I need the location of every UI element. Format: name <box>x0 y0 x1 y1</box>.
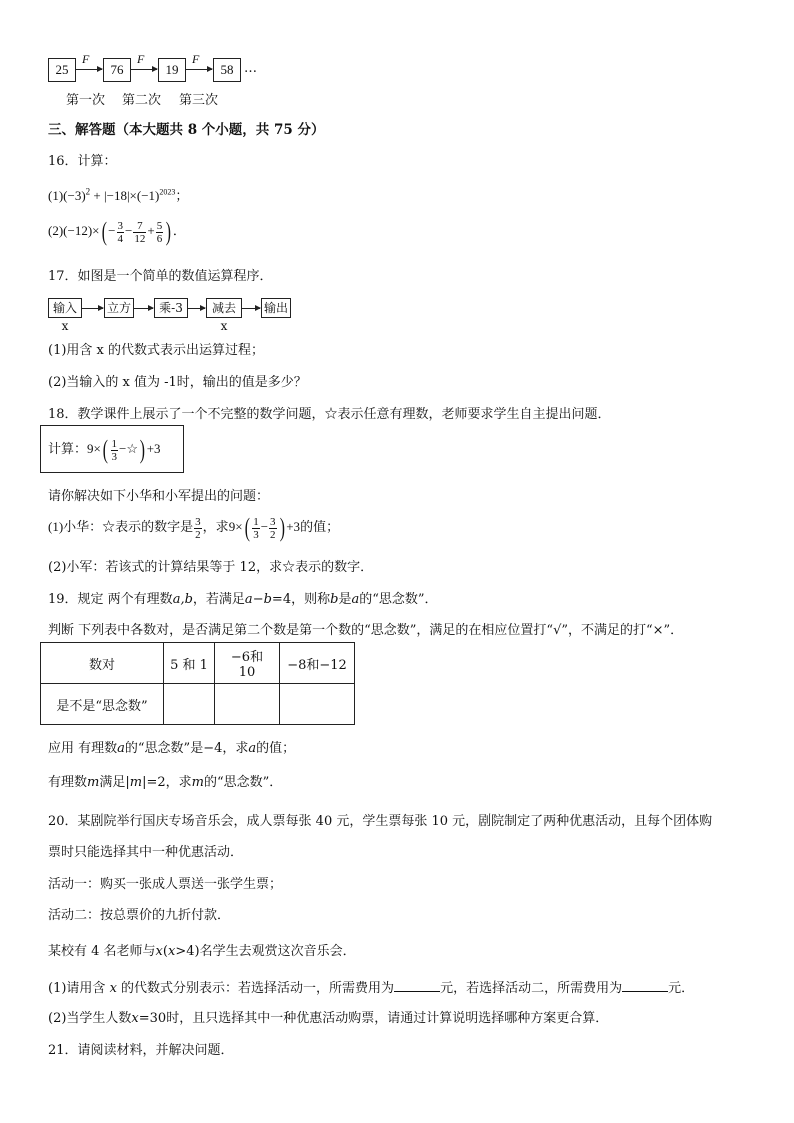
section-heading: 三、解答题（本大题共 8 个小题，共 75 分） <box>48 122 325 138</box>
flow-op-label-2: F <box>137 52 145 66</box>
q19-condition: a <box>244 592 253 607</box>
q19-header-pair: 数对 <box>41 643 164 684</box>
q19-m-b: 满足 <box>99 775 126 790</box>
flow-op-label-1: F <box>82 52 90 66</box>
q18-part1-a: (1)小华：☆表示的数字是 <box>48 518 194 534</box>
q17-stem: 17．如图是一个简单的数值运算程序． <box>48 269 273 284</box>
q19-apply: 应用 有理数a的“思念数”是−4，求a的值； <box>48 741 296 756</box>
table-row <box>41 643 355 684</box>
q20-part1-d: 元． <box>668 981 695 996</box>
q20-part1-c: 元，若选择活动二，所需费用为 <box>440 981 623 996</box>
q20-blank-2[interactable] <box>622 979 668 992</box>
flow-op-label-3: F <box>192 52 200 66</box>
q20-cond-b: 名学生去观赏这次音乐会． <box>199 944 356 959</box>
q18-intro: 请你解决如下小华和小军提出的问题： <box>48 489 270 504</box>
q17-flow-output: 输出 <box>261 298 291 318</box>
q20-activity2: 活动二：按总票价的九折付款． <box>48 908 231 923</box>
q19-header-col1: 5 和 1 <box>164 643 215 684</box>
flow-box-1: 25 <box>48 58 76 82</box>
q18-box-prefix: 计算： <box>48 440 88 456</box>
q19-m-line: 有理数m满足|m|=2，求m的“思念数”． <box>48 775 283 790</box>
q20-part2: (2)当学生人数x=30时，且只选择其中一种优惠活动购票，请通过计算说明选择哪种方案更合算． <box>48 1011 609 1026</box>
q19-stem-d: 是 <box>338 592 352 607</box>
q16-part2-label: (2) <box>48 222 64 238</box>
q20-part1: (1)请用含 x 的代数式分别表示：若选择活动一，所需费用为 元，若选择活动二，所需费用为 元． <box>48 981 695 996</box>
q19-header-col3: −8和−12 <box>280 643 355 684</box>
flow-arrow-1 <box>75 69 102 70</box>
q18-part1-b: ，求 <box>202 518 229 534</box>
q19-answer-cell-1 <box>164 684 215 725</box>
q17-flow-arrow-1 <box>81 308 103 309</box>
q20-line2: 票时只能选择其中一种优惠活动． <box>48 845 244 860</box>
q19-stem-b: ，若满足 <box>192 592 245 607</box>
q19-judge: 判断 下列表中各数对，是否满足第二个数是第一个数的“思念数”，满足的在相应位置打“√”，不满足的打“×”． <box>48 623 684 638</box>
q20-part2-b: 时，且只选择其中一种优惠活动购票，请通过计算说明选择哪种方案更合算． <box>166 1011 609 1026</box>
q16-part2: (2)(−12)×( − $\frac{3}{4}$ − $\frac{7}{12}$ + $\frac{5}{6}$ ) ． <box>48 217 186 246</box>
q21-stem: 21．请阅读材料，并解决问题． <box>48 1043 234 1058</box>
q20-blank-1[interactable] <box>394 979 440 992</box>
q17-flow-input: 输入x <box>48 298 82 318</box>
q19-stem-c: ，则称 <box>291 592 331 607</box>
q19-answer-cell-3 <box>280 684 355 725</box>
q19-stem-a: 19．规定 两个有理数 <box>48 592 173 607</box>
q19-m-c: ，求 <box>165 775 192 790</box>
flow-step-label-3: 第三次 <box>179 93 219 108</box>
flow-arrow-2 <box>130 69 157 70</box>
q16-part1: $(1)(-3)^2 + |-18|\times(-1)^{2023}$； <box>48 186 189 203</box>
q17-part2: (2)当输入的 x 值为 -1时，输出的值是多少？ <box>48 375 307 390</box>
q17-flow-subtract: 减去x <box>206 298 242 318</box>
q16-stem: 16．计算： <box>48 154 117 169</box>
flow-step-label-1: 第一次 <box>66 93 106 108</box>
q18-part2: (2)小军：若该式的计算结果等于 12，求☆表示的数字． <box>48 560 374 575</box>
q16-part1-label: (1) <box>48 188 64 203</box>
q19-var-ab: a,b <box>172 592 193 607</box>
q19-answer-cell-2 <box>215 684 280 725</box>
q19-header-col2: −6和 10 <box>215 643 280 684</box>
q20-part2-a: (2)当学生人数 <box>48 1011 132 1026</box>
q20-activity1: 活动一：购买一张成人票送一张学生票； <box>48 877 283 892</box>
q19-table <box>40 642 355 725</box>
q17-flow-cube: 立方 <box>104 298 134 318</box>
q17-flow-multiply: 乘-3 <box>154 298 188 318</box>
q19-m-d: 的“思念数”． <box>203 775 283 790</box>
q19-m-a: 有理数 <box>48 775 88 790</box>
q19-apply-c: 的值； <box>256 741 296 756</box>
q19-stem: 19．规定 两个有理数a,b，若满足a−b=4，则称b是a的“思念数”． <box>48 592 438 607</box>
q17-flow-arrow-3 <box>187 308 205 309</box>
q20-condition: 某校有 4 名老师与x(x>4)名学生去观赏这次音乐会． <box>48 944 356 959</box>
q17-part1: (1)用含 x 的代数式表示出运算过程； <box>48 343 265 358</box>
q20-cond-a: 某校有 4 名老师与 <box>48 944 156 959</box>
q20-line1: 20．某剧院举行国庆专场音乐会，成人票每张 40 元，学生票每张 10 元，剧院制定了两种优惠活动，且每个团体购 <box>48 814 713 829</box>
q20-part1-b: 的代数式分别表示：若选择活动一，所需费用为 <box>121 981 395 996</box>
q18-part1: (1)小华：☆表示的数字是 $\frac{3}{2}$ ，求9×( $\frac{1}{3}$ − $\frac{3}{2}$ ) +3的值； <box>48 513 340 542</box>
q18-expression: 计算：9×( $\frac{1}{3}$ −☆) +3 <box>48 435 161 464</box>
q18-stem: 18．教学课件上展示了一个不完整的数学问题，☆表示任意有理数，老师要求学生自主提出问题． <box>48 407 611 422</box>
q19-stem-e: 的“思念数”． <box>359 592 438 607</box>
q19-apply-a: 应用 有理数 <box>48 741 118 756</box>
flow-step-label-2: 第二次 <box>122 93 162 108</box>
flow-ellipsis: … <box>244 61 257 76</box>
q18-part1-c: 的值； <box>300 518 340 534</box>
flow-box-3: 19 <box>158 58 186 82</box>
flow-arrow-3 <box>185 69 212 70</box>
q20-part1-a: (1)请用含 <box>48 981 106 996</box>
q19-apply-b: 的“思念数”是−4，求 <box>124 741 249 756</box>
flow-box-2: 76 <box>103 58 131 82</box>
q17-flow-arrow-4 <box>241 308 260 309</box>
table-row <box>41 684 355 725</box>
q17-flow-arrow-2 <box>133 308 153 309</box>
flow-box-4: 58 <box>213 58 241 82</box>
q19-row-label: 是不是“思念数” <box>41 684 164 725</box>
